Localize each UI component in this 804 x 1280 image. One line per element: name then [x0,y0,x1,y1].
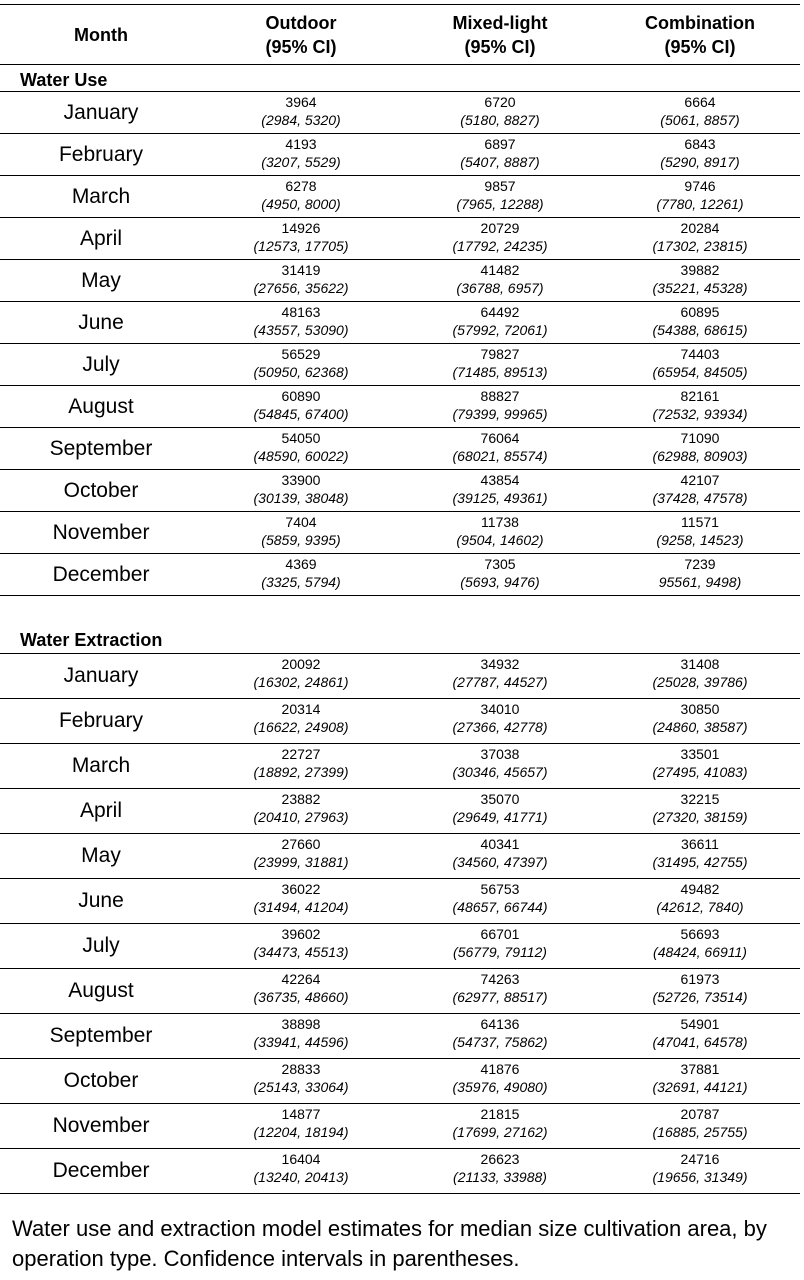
combination-estimate: 71090 [680,430,720,446]
outdoor-confidence-interval: (33941, 44596) [253,1034,349,1050]
outdoor-cell [202,134,400,176]
month-cell: November [0,512,202,554]
combination-confidence-interval: (25028, 39786) [652,674,748,690]
table-row [0,344,800,386]
month-cell: April [0,789,202,834]
month-cell: May [0,834,202,879]
section-spacer [0,596,800,625]
outdoor-confidence-interval: (12204, 18194) [253,1124,349,1140]
table-row [0,386,800,428]
outdoor-estimate: 22727 [281,746,321,762]
mixed-light-cell [400,428,600,470]
outdoor-cell [202,1149,400,1194]
combination-cell [600,176,800,218]
table-row [0,512,800,554]
section-title-water-extraction: Water Extraction [20,630,163,650]
combination-estimate: 31408 [680,656,720,672]
mixed-light-confidence-interval: (36788, 6957) [456,280,544,296]
mixed-light-confidence-interval: (56779, 79112) [453,944,547,960]
outdoor-estimate: 7404 [285,514,317,530]
table-row [0,879,800,924]
outdoor-cell [202,699,400,744]
month-cell: September [0,1014,202,1059]
section-row-water-extraction [0,624,800,654]
combination-confidence-interval: (52726, 73514) [652,989,748,1005]
mixed-light-cell [400,1014,600,1059]
combination-estimate: 20284 [680,220,720,236]
table-row [0,1149,800,1194]
outdoor-confidence-interval: (54845, 67400) [253,406,349,422]
combination-cell [600,924,800,969]
mixed-light-cell [400,1059,600,1104]
table-container [0,4,804,1194]
outdoor-estimate: 20314 [281,701,321,717]
outdoor-confidence-interval: (34473, 45513) [253,944,349,960]
table-caption: Water use and extraction model estimates for median size cultivation area, by operation type. Confidence intervals in parentheses. [12,1216,767,1271]
table-row [0,470,800,512]
outdoor-estimate: 16404 [281,1151,321,1167]
combination-estimate: 74403 [680,346,720,362]
combination-cell [600,1059,800,1104]
mixed-light-estimate: 37038 [480,746,520,762]
outdoor-estimate: 28833 [281,1061,321,1077]
table-row [0,176,800,218]
mixed-light-confidence-interval: (7965, 12288) [456,196,544,212]
mixed-light-estimate: 43854 [480,472,520,488]
outdoor-confidence-interval: (48590, 60022) [253,448,349,464]
mixed-light-estimate: 21815 [480,1106,520,1122]
table-row [0,1059,800,1104]
outdoor-cell [202,879,400,924]
outdoor-confidence-interval: (12573, 17705) [253,238,349,254]
combination-confidence-interval: (54388, 68615) [652,322,748,338]
combination-cell [600,969,800,1014]
combination-cell [600,1014,800,1059]
mixed-light-cell [400,554,600,596]
mixed-light-cell [400,176,600,218]
outdoor-confidence-interval: (36735, 48660) [253,989,349,1005]
month-cell: April [0,218,202,260]
mixed-light-confidence-interval: (27366, 42778) [452,719,548,735]
outdoor-estimate: 36022 [281,881,321,897]
mixed-light-cell [400,1104,600,1149]
combination-estimate: 7239 [684,556,716,572]
section-spacer-cell [0,596,800,625]
table-row [0,654,800,699]
table-body [0,65,800,1194]
outdoor-estimate: 54050 [281,430,321,446]
table-row [0,834,800,879]
month-cell: July [0,924,202,969]
outdoor-cell [202,470,400,512]
month-cell: August [0,969,202,1014]
combination-confidence-interval: (65954, 84505) [652,364,748,380]
mixed-light-confidence-interval: (9504, 14602) [456,532,544,548]
mixed-light-estimate: 7305 [484,556,516,572]
outdoor-confidence-interval: (3207, 5529) [261,154,341,170]
outdoor-cell [202,789,400,834]
mixed-light-confidence-interval: (30346, 45657) [452,764,548,780]
month-cell: February [0,134,202,176]
outdoor-confidence-interval: (23999, 31881) [253,854,349,870]
outdoor-estimate: 39602 [281,926,321,942]
combination-estimate: 39882 [680,262,720,278]
mixed-light-estimate: 6897 [484,136,516,152]
mixed-light-confidence-interval: (57992, 72061) [452,322,548,338]
mixed-light-confidence-interval: (35976, 49080) [452,1079,548,1095]
mixed-light-estimate: 41876 [480,1061,520,1077]
header-combination-name: Combination [645,12,755,33]
table-row [0,969,800,1014]
header-combination [600,5,800,65]
section-title-water-use: Water Use [20,70,108,90]
outdoor-confidence-interval: (50950, 62368) [253,364,349,380]
outdoor-estimate: 14926 [281,220,321,236]
mixed-light-confidence-interval: (68021, 85574) [452,448,548,464]
mixed-light-estimate: 34932 [480,656,520,672]
mixed-light-cell [400,789,600,834]
outdoor-estimate: 27660 [281,836,321,852]
combination-cell [600,554,800,596]
outdoor-cell [202,834,400,879]
header-outdoor-sub: (95% CI) [265,36,337,57]
combination-estimate: 56693 [680,926,720,942]
table-row [0,554,800,596]
outdoor-estimate: 3964 [285,94,317,110]
combination-confidence-interval: (5061, 8857) [660,112,740,128]
mixed-light-cell [400,879,600,924]
table-header-row [0,5,800,65]
table-row [0,134,800,176]
combination-estimate: 11571 [681,514,719,530]
combination-confidence-interval: (32691, 44121) [652,1079,748,1095]
mixed-light-confidence-interval: (54737, 75862) [452,1034,548,1050]
outdoor-cell [202,1104,400,1149]
mixed-light-estimate: 20729 [480,220,520,236]
mixed-light-confidence-interval: (79399, 99965) [452,406,548,422]
combination-estimate: 49482 [680,881,720,897]
mixed-light-cell [400,218,600,260]
mixed-light-estimate: 76064 [480,430,520,446]
combination-confidence-interval: (16885, 25755) [652,1124,748,1140]
mixed-light-estimate: 6720 [484,94,516,110]
combination-estimate: 20787 [680,1106,720,1122]
combination-cell [600,789,800,834]
combination-cell [600,218,800,260]
table-row [0,428,800,470]
mixed-light-cell [400,386,600,428]
month-cell: December [0,1149,202,1194]
outdoor-cell [202,386,400,428]
outdoor-cell [202,924,400,969]
table-row [0,1104,800,1149]
mixed-light-confidence-interval: (71485, 89513) [452,364,548,380]
combination-cell [600,512,800,554]
outdoor-confidence-interval: (2984, 5320) [261,112,341,128]
table-row [0,1014,800,1059]
outdoor-cell [202,1014,400,1059]
combination-cell [600,344,800,386]
combination-cell [600,134,800,176]
outdoor-estimate: 56529 [281,346,321,362]
mixed-light-confidence-interval: (48657, 66744) [452,899,548,915]
mixed-light-cell [400,134,600,176]
mixed-light-confidence-interval: (29649, 41771) [452,809,548,825]
outdoor-cell [202,1059,400,1104]
mixed-light-confidence-interval: (5180, 8827) [460,112,540,128]
outdoor-cell [202,654,400,699]
combination-confidence-interval: (72532, 93934) [652,406,748,422]
mixed-light-confidence-interval: (17699, 27162) [452,1124,548,1140]
combination-confidence-interval: (5290, 8917) [660,154,740,170]
month-cell: May [0,260,202,302]
header-combination-sub: (95% CI) [664,36,736,57]
mixed-light-cell [400,969,600,1014]
combination-cell [600,260,800,302]
combination-estimate: 42107 [680,472,720,488]
mixed-light-cell [400,470,600,512]
outdoor-confidence-interval: (13240, 20413) [253,1169,349,1185]
outdoor-cell [202,176,400,218]
table-row [0,260,800,302]
month-cell: July [0,344,202,386]
mixed-light-cell [400,260,600,302]
mixed-light-cell [400,834,600,879]
outdoor-confidence-interval: (27656, 35622) [253,280,349,296]
mixed-light-confidence-interval: (17792, 24235) [452,238,548,254]
combination-confidence-interval: 95561, 9498) [658,574,742,590]
month-cell: June [0,302,202,344]
combination-confidence-interval: (37428, 47578) [652,490,748,506]
header-month: Month [0,5,202,65]
month-cell: March [0,176,202,218]
mixed-light-confidence-interval: (21133, 33988) [453,1169,547,1185]
estimates-table [0,4,800,1194]
outdoor-estimate: 23882 [281,791,321,807]
month-cell: August [0,386,202,428]
combination-confidence-interval: (62988, 80903) [652,448,748,464]
combination-estimate: 60895 [680,304,720,320]
table-row [0,744,800,789]
mixed-light-confidence-interval: (5407, 8887) [460,154,540,170]
outdoor-confidence-interval: (5859, 9395) [261,532,341,548]
combination-cell [600,386,800,428]
mixed-light-estimate: 41482 [480,262,520,278]
mixed-light-estimate: 64492 [480,304,520,320]
outdoor-estimate: 48163 [281,304,321,320]
combination-estimate: 33501 [680,746,720,762]
month-cell: January [0,654,202,699]
outdoor-estimate: 60890 [281,388,321,404]
combination-cell [600,1149,800,1194]
table-row [0,302,800,344]
mixed-light-estimate: 26623 [480,1151,520,1167]
combination-confidence-interval: (31495, 42755) [652,854,748,870]
outdoor-cell [202,428,400,470]
mixed-light-confidence-interval: (39125, 49361) [452,490,548,506]
outdoor-estimate: 31419 [281,262,321,278]
month-cell: October [0,1059,202,1104]
month-cell: June [0,879,202,924]
month-cell: November [0,1104,202,1149]
mixed-light-confidence-interval: (62977, 88517) [452,989,548,1005]
outdoor-cell [202,344,400,386]
mixed-light-confidence-interval: (5693, 9476) [460,574,540,590]
mixed-light-estimate: 9857 [484,178,516,194]
combination-estimate: 6843 [684,136,716,152]
combination-confidence-interval: (9258, 14523) [656,532,744,548]
mixed-light-estimate: 74263 [480,971,520,987]
combination-confidence-interval: (17302, 23815) [652,238,748,254]
month-cell: October [0,470,202,512]
mixed-light-confidence-interval: (27787, 44527) [452,674,548,690]
mixed-light-cell [400,654,600,699]
header-mixed-light-sub: (95% CI) [464,36,536,57]
combination-confidence-interval: (47041, 64578) [652,1034,748,1050]
combination-cell [600,302,800,344]
mixed-light-estimate: 88827 [480,388,520,404]
outdoor-confidence-interval: (4950, 8000) [261,196,341,212]
combination-cell [600,879,800,924]
mixed-light-cell [400,344,600,386]
table-row [0,699,800,744]
mixed-light-estimate: 56753 [480,881,520,897]
outdoor-confidence-interval: (31494, 41204) [253,899,349,915]
combination-confidence-interval: (27320, 38159) [652,809,748,825]
header-mixed-light-name: Mixed-light [452,12,548,33]
combination-estimate: 61973 [680,971,720,987]
table-row [0,92,800,134]
header-mixed-light [400,5,600,65]
mixed-light-estimate: 64136 [480,1016,520,1032]
month-cell: December [0,554,202,596]
outdoor-estimate: 4193 [285,136,317,152]
outdoor-estimate: 6278 [285,178,317,194]
outdoor-cell [202,512,400,554]
outdoor-estimate: 4369 [285,556,317,572]
table-row [0,218,800,260]
outdoor-confidence-interval: (43557, 53090) [253,322,349,338]
combination-cell [600,654,800,699]
outdoor-confidence-interval: (16302, 24861) [253,674,349,690]
mixed-light-cell [400,924,600,969]
mixed-light-estimate: 66701 [480,926,520,942]
outdoor-cell [202,744,400,789]
mixed-light-estimate: 79827 [480,346,520,362]
combination-estimate: 30850 [680,701,720,717]
outdoor-cell [202,302,400,344]
combination-estimate: 32215 [680,791,720,807]
mixed-light-cell [400,699,600,744]
outdoor-estimate: 20092 [281,656,321,672]
combination-cell [600,470,800,512]
outdoor-cell [202,554,400,596]
combination-cell [600,699,800,744]
outdoor-confidence-interval: (30139, 38048) [253,490,349,506]
combination-cell [600,428,800,470]
combination-confidence-interval: (27495, 41083) [652,764,748,780]
month-cell: March [0,744,202,789]
combination-confidence-interval: (19656, 31349) [652,1169,748,1185]
outdoor-cell [202,969,400,1014]
combination-cell [600,744,800,789]
mixed-light-cell [400,512,600,554]
table-row [0,924,800,969]
outdoor-estimate: 33900 [281,472,321,488]
combination-cell [600,1104,800,1149]
month-cell: January [0,92,202,134]
combination-cell [600,92,800,134]
combination-confidence-interval: (48424, 66911) [653,944,747,960]
month-cell: February [0,699,202,744]
combination-estimate: 37881 [680,1061,720,1077]
mixed-light-cell [400,302,600,344]
outdoor-cell [202,260,400,302]
mixed-light-estimate: 35070 [480,791,520,807]
combination-estimate: 9746 [684,178,716,194]
mixed-light-cell [400,92,600,134]
outdoor-estimate: 14877 [281,1106,321,1122]
mixed-light-estimate: 11738 [481,514,519,530]
combination-cell [600,834,800,879]
header-outdoor-name: Outdoor [265,12,337,33]
combination-estimate: 24716 [680,1151,720,1167]
combination-estimate: 82161 [680,388,720,404]
outdoor-confidence-interval: (3325, 5794) [261,574,341,590]
mixed-light-estimate: 40341 [480,836,520,852]
outdoor-confidence-interval: (18892, 27399) [253,764,349,780]
combination-confidence-interval: (35221, 45328) [652,280,748,296]
combination-estimate: 6664 [684,94,716,110]
table-row [0,789,800,834]
outdoor-confidence-interval: (20410, 27963) [253,809,349,825]
month-cell: September [0,428,202,470]
outdoor-cell [202,218,400,260]
mixed-light-cell [400,744,600,789]
combination-confidence-interval: (42612, 7840) [656,899,744,915]
outdoor-estimate: 38898 [281,1016,321,1032]
outdoor-confidence-interval: (16622, 24908) [253,719,349,735]
section-row-water-use [0,65,800,92]
outdoor-estimate: 42264 [281,971,321,987]
outdoor-confidence-interval: (25143, 33064) [253,1079,349,1095]
combination-estimate: 36611 [681,836,719,852]
combination-estimate: 54901 [680,1016,720,1032]
mixed-light-cell [400,1149,600,1194]
combination-confidence-interval: (24860, 38587) [652,719,748,735]
header-outdoor [202,5,400,65]
mixed-light-confidence-interval: (34560, 47397) [452,854,548,870]
mixed-light-estimate: 34010 [480,701,520,717]
outdoor-cell [202,92,400,134]
combination-confidence-interval: (7780, 12261) [656,196,744,212]
